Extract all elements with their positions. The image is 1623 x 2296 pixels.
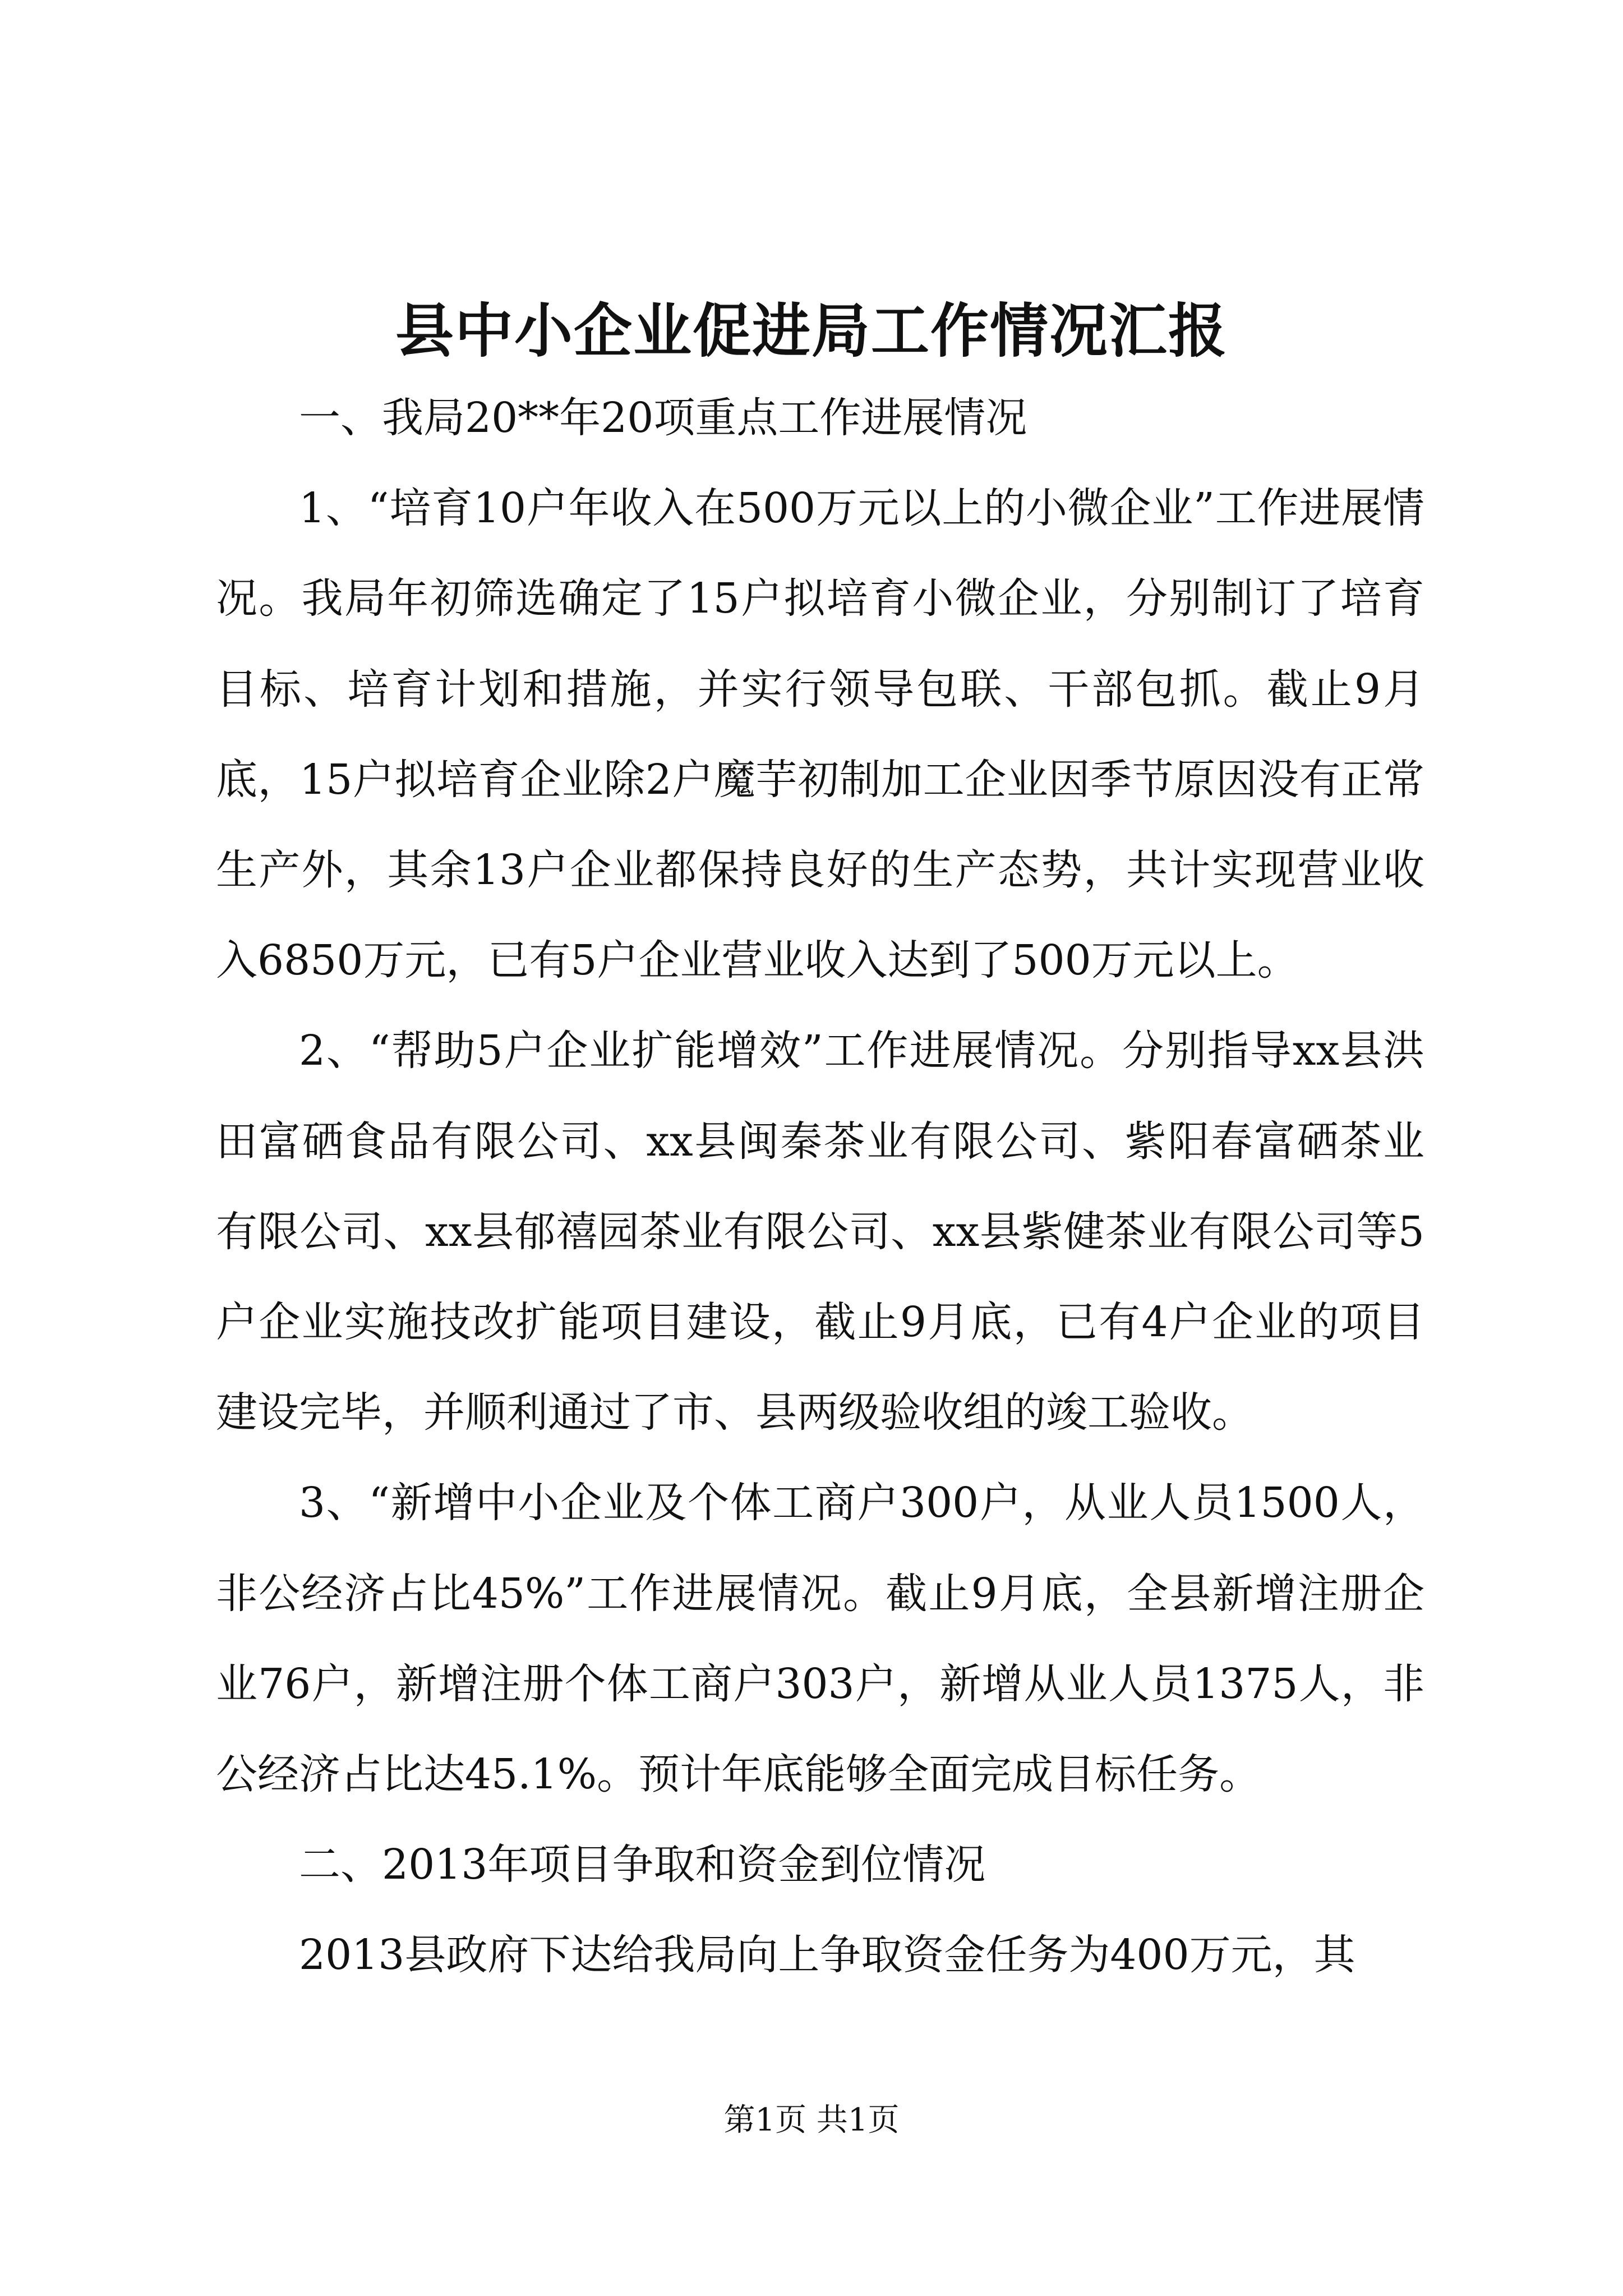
paragraph-item-1: 1、“培育10户年收入在500万元以上的小微企业”工作进展情况。我局年初筛选确定了15户拟培育小微企业，分别制订了培育目标、培育计划和措施，并实行领导包联、干部包抓。截止9月底，15户拟培育企业除2户魔芋初制加工企业因季节原因没有正常生产外，其余13户企业都保持良好的生产态势，共计实现营业收入6850万元，已有5户企业营业收入达到了500万元以上。 bbox=[216, 484, 1424, 985]
paragraph-item-2: 2、“帮助5户企业扩能增效”工作进展情况。分别指导xx县洪田富硒食品有限公司、xx县闽秦茶业有限公司、紫阳春富硒茶业有限公司、xx县郁禧园茶业有限公司、xx县紫健茶业有限公司等5户企业实施技改扩能项目建设，截止9月底，已有4户企业的项目建设完毕，并顺利通过了市、县两级验收组的竣工验收。 bbox=[216, 1027, 1424, 1437]
document-title: 县中小企业促进局工作情况汇报 bbox=[395, 296, 1228, 365]
page-footer: 第1页 共1页 bbox=[723, 2102, 900, 2138]
section-heading-1: 一、我局20**年20项重点工作进展情况 bbox=[299, 394, 1027, 442]
section-heading-2: 二、2013年项目争取和资金到位情况 bbox=[299, 1841, 986, 1889]
document-body bbox=[216, 373, 1424, 2001]
paragraph-funding: 2013县政府下达给我局向上争取资金任务为400万元，其 bbox=[299, 1931, 1355, 1980]
paragraph-item-3: 3、“新增中小企业及个体工商户300户，从业人员1500人，非公经济占比45%”工作进展情况。截止9月底，全县新增注册企业76户，新增注册个体工商户303户，新增从业人员1375人，非公经济占比达45.1%。预计年底能够全面完成目标任务。 bbox=[216, 1479, 1424, 1799]
